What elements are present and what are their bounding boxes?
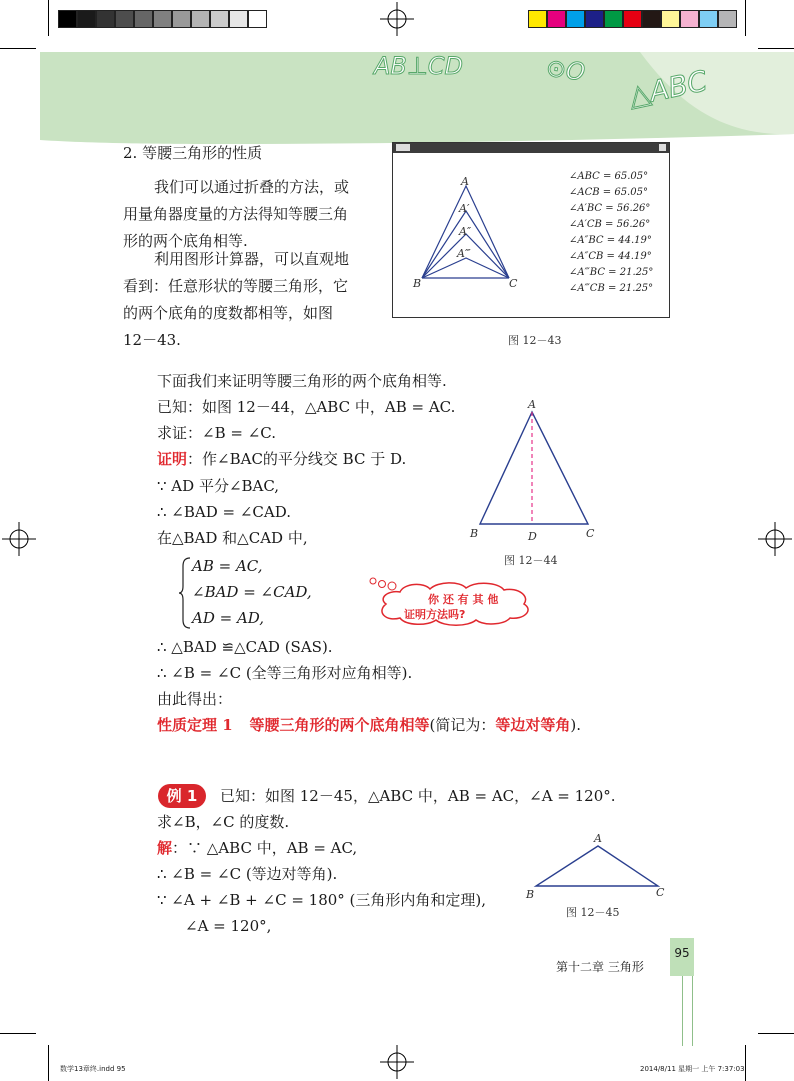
system-eq-2: ∠BAD = ∠CAD, xyxy=(192,583,312,601)
fig44-caption: 图 12－44 xyxy=(504,554,558,567)
fig44-label-D: D xyxy=(528,530,537,543)
header-symbol-circle: ⊙O xyxy=(544,53,587,87)
cloud-text-1: 你 还 有 其 他 xyxy=(428,593,499,606)
example-ask: 求∠B，∠C 的度数. xyxy=(157,813,290,831)
fig44-label-B: B xyxy=(470,527,479,540)
theorem-text: 等腰三角形的两个底角相等 xyxy=(249,716,430,734)
header-symbol-perpendicular: AB⊥CD xyxy=(374,52,464,80)
fig45-label-C: C xyxy=(656,886,665,899)
color-swatch xyxy=(134,10,153,28)
cloud-text-2: 证明方法吗? xyxy=(404,608,466,621)
solution-line-4: ∠A = 120°, xyxy=(185,917,272,935)
figure-12-43 xyxy=(392,142,670,318)
calculator-toolbar xyxy=(393,143,669,153)
color-swatch xyxy=(210,10,229,28)
system-brace xyxy=(178,556,192,630)
theorem-note-open: (简记为： xyxy=(429,716,496,734)
proof-label: 证明 xyxy=(157,450,188,468)
proof-to-prove: 求证：∠B = ∠C. xyxy=(157,424,276,442)
chapter-footer: 第十二章 三角形 xyxy=(556,960,644,974)
section-paragraph-1 xyxy=(123,174,349,255)
solution-text: ：∵ △ABC 中，AB = AC, xyxy=(172,839,358,857)
header-symbol-triangle: △ABC xyxy=(625,64,711,113)
color-swatch xyxy=(585,10,604,28)
figure-12-45 xyxy=(530,840,664,890)
para1-line: 用量角器度量的方法得知等腰三角 xyxy=(123,205,349,223)
fig45-caption: 图 12－45 xyxy=(566,906,620,919)
registration-target-bottom xyxy=(380,1045,414,1079)
color-swatch xyxy=(77,10,96,28)
toolbar-close-icon xyxy=(659,144,666,151)
color-swatch xyxy=(58,10,77,28)
solution-line-2: ∴ ∠B = ∠C (等边对等角). xyxy=(157,865,338,883)
color-swatch xyxy=(566,10,585,28)
proof-intro: 下面我们来证明等腰三角形的两个底角相等. xyxy=(157,372,447,390)
system-eq-3: AD = AD, xyxy=(192,609,265,627)
color-swatch xyxy=(96,10,115,28)
fig43-label-A: A xyxy=(461,175,469,188)
fig44-label-C: C xyxy=(586,527,595,540)
para1-line: 形的两个底角相等. xyxy=(123,232,248,250)
registration-target-left xyxy=(2,522,36,556)
color-swatch xyxy=(229,10,248,28)
color-swatch xyxy=(699,10,718,28)
angle-reading: ∠A‴CB = 21.25° xyxy=(569,283,654,294)
page-number-tab xyxy=(670,938,694,976)
color-swatch xyxy=(153,10,172,28)
page-number: 95 xyxy=(674,946,690,960)
theorem-line xyxy=(157,712,581,738)
para2-line: 看到：任意形状的等腰三角形，它 xyxy=(123,277,349,295)
color-swatch xyxy=(115,10,134,28)
color-swatch xyxy=(528,10,547,28)
color-swatch xyxy=(547,10,566,28)
angle-reading: ∠ACB = 65.05° xyxy=(569,187,648,198)
registration-target-right xyxy=(758,522,792,556)
proof-statement xyxy=(157,446,406,472)
fig43-label-B: B xyxy=(413,277,422,290)
proof-line-1: ∵ AD 平分∠BAC, xyxy=(157,477,280,495)
theorem-label: 性质定理 1 xyxy=(157,716,233,734)
proof-given: 已知：如图 12－44，△ABC 中，AB = AC. xyxy=(157,398,456,416)
color-swatch xyxy=(623,10,642,28)
example-given: 已知：如图 12－45，△ABC 中，AB = AC，∠A = 120°. xyxy=(220,787,616,805)
angle-reading: ∠A″BC = 44.19° xyxy=(569,235,652,246)
toolbar-tab-icon xyxy=(396,144,410,151)
solution-label: 解 xyxy=(157,839,173,857)
color-swatch xyxy=(604,10,623,28)
solution-line-3: ∵ ∠A + ∠B + ∠C = 180° (三角形内角和定理), xyxy=(157,891,487,909)
angle-reading: ∠A′BC = 56.26° xyxy=(569,203,651,214)
color-swatch xyxy=(248,10,267,28)
fig43-label-A2: A″ xyxy=(459,225,472,238)
color-swatch xyxy=(661,10,680,28)
proof-line-4: ∴ △BAD ≌△CAD (SAS). xyxy=(157,638,333,656)
fig43-caption: 图 12－43 xyxy=(508,334,562,347)
para2-line: 利用图形计算器，可以直观地 xyxy=(154,250,350,268)
print-timestamp: 2014/8/11 星期一 上午 7:37:03 xyxy=(640,1065,745,1073)
angle-reading: ∠A″CB = 44.19° xyxy=(569,251,652,262)
color-swatch xyxy=(718,10,737,28)
proof-line-6: 由此得出： xyxy=(157,690,233,708)
fig43-label-A1: A′ xyxy=(459,202,470,215)
theorem-note-close: ). xyxy=(570,716,581,734)
angle-reading: ∠A′CB = 56.26° xyxy=(569,219,651,230)
para2-line: 的两个底角的度数都相等，如图 xyxy=(123,304,334,322)
proof-line-5: ∴ ∠B = ∠C (全等三角形对应角相等). xyxy=(157,664,413,682)
para1-line: 我们可以通过折叠的方法，或 xyxy=(154,178,350,196)
page-tab-line xyxy=(682,976,683,1046)
fig43-readings xyxy=(569,169,653,297)
section-paragraph-2 xyxy=(123,246,349,354)
para2-line: 12－43. xyxy=(123,331,181,349)
file-info: 数学13章终.indd 95 xyxy=(60,1065,126,1073)
theorem-note: 等边对等角 xyxy=(495,716,571,734)
solution-line-1 xyxy=(157,835,357,861)
system-eq-1: AB = AC, xyxy=(192,557,263,575)
example-badge: 例 1 xyxy=(158,784,206,808)
fig43-label-C: C xyxy=(509,277,518,290)
color-swatch xyxy=(191,10,210,28)
color-swatch xyxy=(642,10,661,28)
proof-line-2: ∴ ∠BAD = ∠CAD. xyxy=(157,503,292,521)
fig43-label-A3: A‴ xyxy=(457,247,471,260)
angle-reading: ∠A‴BC = 21.25° xyxy=(569,267,654,278)
fig45-label-B: B xyxy=(526,888,535,901)
figure-12-44 xyxy=(470,400,610,530)
color-swatch xyxy=(680,10,699,28)
page-tab-line-2 xyxy=(692,976,693,1046)
fig44-label-A: A xyxy=(528,398,536,411)
registration-target-top xyxy=(380,2,414,36)
section-title: 2. 等腰三角形的性质 xyxy=(123,144,263,162)
proof-construct: ：作∠BAC的平分线交 BC 于 D. xyxy=(187,450,407,468)
fig45-label-A: A xyxy=(594,832,602,845)
proof-line-3: 在△BAD 和△CAD 中, xyxy=(157,529,308,547)
angle-reading: ∠ABC = 65.05° xyxy=(569,171,649,182)
color-swatch xyxy=(172,10,191,28)
